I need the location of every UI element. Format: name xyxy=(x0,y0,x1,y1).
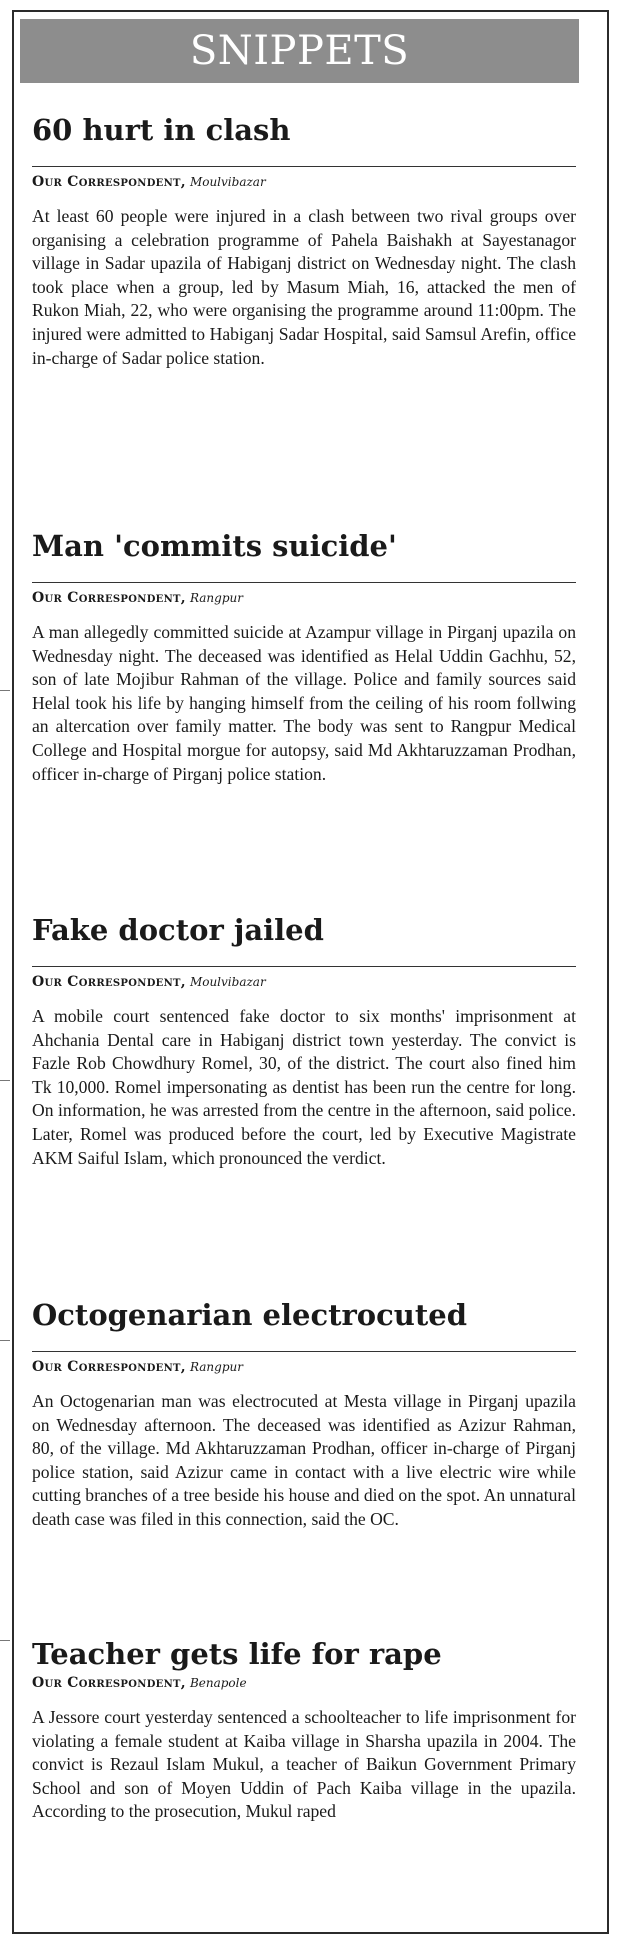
article xyxy=(32,528,576,786)
byline xyxy=(32,1674,576,1692)
byline-location: Moulvibazar xyxy=(189,175,266,189)
article xyxy=(32,1636,576,1824)
byline xyxy=(32,173,576,191)
byline xyxy=(32,589,576,607)
section-banner: SNIPPETS xyxy=(20,19,579,83)
article-body: A Jessore court yesterday sentenced a schoolteacher to life imprisonment for violating a female student at Kaiba village in Sharsha upazila in 2004. The convict is Rezaul Islam Mukul, a teacher of Baikun Government Primary School and son of Moyen Uddin of Pach Kaiba village in the upazila. According to the prosecution, Mukul raped xyxy=(32,1707,576,1822)
article-body: A man allegedly committed suicide at Azampur village in Pirganj upazila on Wednesday night. The deceased was identified as Helal Uddin Gachhu, 52, son of late Mojibur Rahman of the village. Police and family sources said Helal took his life by hanging himself from the ceiling of his room follwing an altercation over family matter. The body was sent to Rangpur Medical College and Hospital morgue for autopsy, said Md Akhtaruzzaman Prodhan, officer in-charge of Pirganj police station. xyxy=(32,622,576,784)
article-body: A mobile court sentenced fake doctor to six months' imprisonment at Ahchania Dental care in Habiganj district town yesterday. The convict is Fazle Rob Chowdhury Romel, 30, of the district. The court also fined him Tk 10,000. Romel impersonating as dentist has been run the centre for long. On information, he was arrested from the centre in the afternoon, said police. Later, Romel was produced before the court, led by Executive Magistrate AKM Saiful Islam, which pronounced the verdict. xyxy=(32,1006,576,1168)
byline-rule xyxy=(32,166,576,167)
column-edge-mark xyxy=(0,1080,10,1081)
byline-rule xyxy=(32,582,576,583)
article xyxy=(32,1297,576,1532)
column-edge-mark xyxy=(0,1640,10,1641)
byline-location: Rangpur xyxy=(189,591,243,605)
correspondent-label: Our Correspondent, xyxy=(32,974,186,990)
byline xyxy=(32,1358,576,1376)
correspondent-label: Our Correspondent, xyxy=(32,590,186,606)
column-edge-mark xyxy=(0,690,10,691)
byline-location: Rangpur xyxy=(189,1360,243,1374)
correspondent-label: Our Correspondent, xyxy=(32,174,186,190)
article-headline: 60 hurt in clash xyxy=(32,113,291,147)
correspondent-label: Our Correspondent, xyxy=(32,1359,186,1375)
byline-rule xyxy=(32,1351,576,1352)
article-body: An Octogenarian man was electrocuted at Mesta village in Pirganj upazila on Wednesday afternoon. The deceased was identified as Azizur Rahman, 80, of the village. Md Akhtaruzzaman Prodhan, officer in-charge of Pirganj police station, said Azizur came in contact with a live electric wire while cutting branches of a tree beside his house and died on the spot. An unnatural death case was filed in this connection, said the OC. xyxy=(32,1391,576,1529)
article-body: At least 60 people were injured in a clash between two rival groups over organising a celebration programme of Pahela Baishakh at Sayestanagor village in Sadar upazila of Habiganj district on Wednesday night. The clash took place when a group, led by Masum Miah, 16, attacked the men of Rukon Miah, 22, who were organising the programme around 11:00pm. The injured were admitted to Habiganj Sadar Hospital, said Samsul Arefin, office in-charge of Sadar police station. xyxy=(32,206,576,368)
byline-rule xyxy=(32,966,576,967)
byline xyxy=(32,973,576,991)
article-headline: Teacher gets life for rape xyxy=(32,1637,442,1671)
correspondent-label: Our Correspondent, xyxy=(32,1675,186,1691)
article-headline: Man 'commits suicide' xyxy=(32,529,397,563)
byline-location: Benapole xyxy=(189,1676,247,1690)
article-headline: Octogenarian electrocuted xyxy=(32,1298,467,1332)
article xyxy=(32,112,576,370)
byline-location: Moulvibazar xyxy=(189,975,266,989)
article xyxy=(32,912,576,1170)
article-headline: Fake doctor jailed xyxy=(32,913,324,947)
column-edge-mark xyxy=(0,1340,10,1341)
